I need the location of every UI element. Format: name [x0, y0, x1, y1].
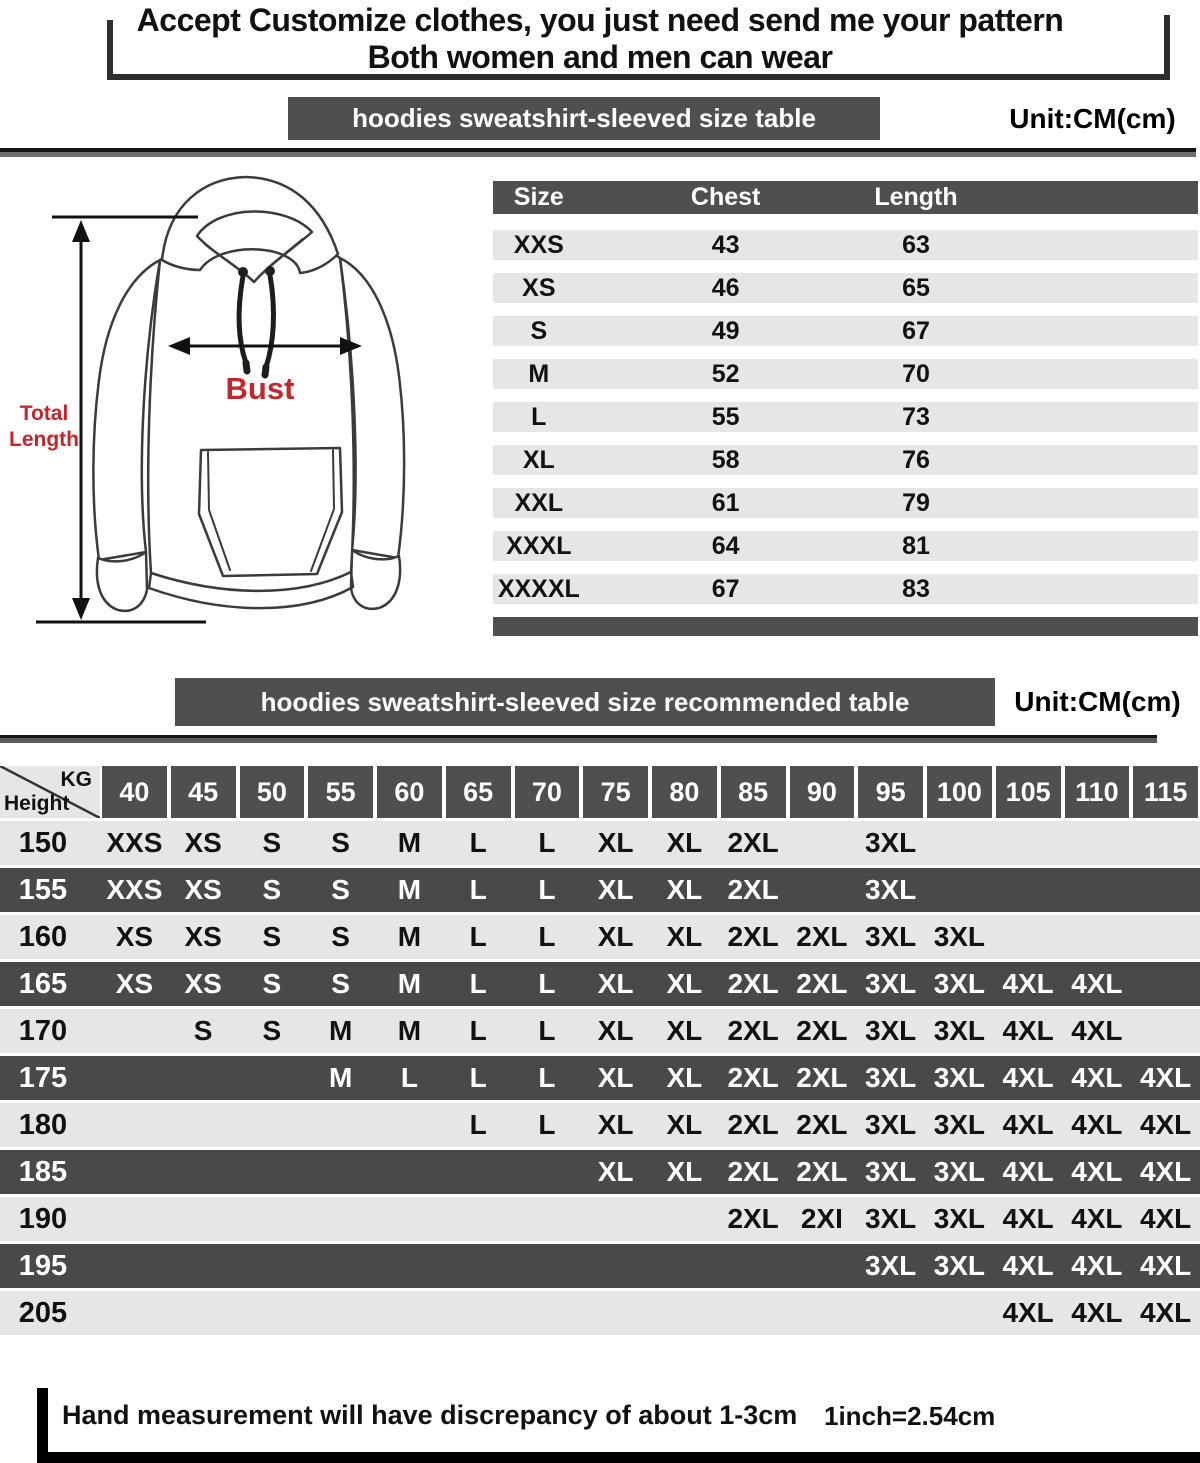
size-cell: 79 — [902, 488, 930, 517]
reco-size-cell: 4XL — [1071, 1109, 1123, 1140]
reco-size-cell — [719, 1244, 788, 1288]
size-cell: 65 — [902, 273, 930, 302]
reco-size-cell: XL — [666, 1156, 703, 1187]
weight-header-cell: 100 — [925, 766, 994, 818]
reco-header-row — [0, 766, 1200, 818]
reco-size-cell — [788, 1291, 857, 1335]
reco-size-cell: XL — [597, 827, 634, 858]
reco-size-cell — [444, 1150, 513, 1194]
reco-size-cell: M — [328, 1062, 353, 1093]
reco-size-cell — [100, 1244, 169, 1288]
size-cell: 63 — [902, 230, 930, 259]
reco-size-cell: L — [469, 1015, 487, 1046]
reco-size-cell: 4XL — [1071, 1062, 1123, 1093]
reco-size-cell: XXS — [106, 874, 163, 905]
reco-row-190 — [0, 1197, 1200, 1241]
reco-size-cell: S — [262, 827, 282, 858]
height-cell: 175 — [18, 1061, 68, 1094]
reco-size-cell: 4XL — [1071, 1015, 1123, 1046]
reco-size-cell — [1063, 868, 1132, 912]
reco-size-cell — [444, 1291, 513, 1335]
reco-size-cell: 4XL — [1071, 1250, 1123, 1281]
reco-size-cell — [169, 1291, 238, 1335]
reco-size-cell — [994, 915, 1063, 959]
reco-size-cell: XL — [597, 1015, 634, 1046]
reco-size-cell — [238, 1056, 307, 1100]
reco-size-cell — [925, 1291, 994, 1335]
reco-size-cell — [994, 868, 1063, 912]
reco-table-unit: Unit:CM(cm) — [1014, 686, 1181, 717]
reco-size-cell — [375, 1244, 444, 1288]
reco-size-cell: XL — [666, 874, 703, 905]
size-cell: XL — [522, 445, 555, 474]
hoodie-figure — [0, 160, 490, 665]
size-table-rows — [493, 230, 1198, 604]
reco-size-cell: L — [469, 968, 487, 999]
reco-size-cell — [1131, 962, 1200, 1006]
reco-size-cell: L — [469, 1109, 487, 1140]
size-cell: XS — [522, 273, 556, 302]
reco-size-cell — [100, 1150, 169, 1194]
reco-size-cell: S — [331, 968, 350, 999]
reco-size-cell: L — [538, 968, 556, 999]
reco-size-cell: 3XL — [864, 1015, 917, 1046]
size-cell: XXS — [513, 230, 564, 259]
reco-size-cell — [788, 821, 857, 865]
reco-size-cell — [238, 1197, 307, 1241]
reco-size-cell: XS — [115, 921, 154, 952]
reco-size-cell — [513, 1244, 582, 1288]
height-cell: 170 — [18, 1014, 68, 1047]
reco-size-cell — [169, 1103, 238, 1147]
height-cell: 150 — [18, 826, 68, 859]
reco-size-cell: L — [538, 1109, 556, 1140]
size-table-row — [493, 316, 1198, 346]
reco-size-cell: M — [328, 1015, 353, 1046]
size-table-row — [493, 359, 1198, 389]
size-cell: 67 — [711, 574, 740, 603]
reco-size-cell — [1131, 915, 1200, 959]
reco-size-cell — [375, 1291, 444, 1335]
reco-table — [0, 766, 1200, 1338]
reco-size-cell — [169, 1244, 238, 1288]
reco-size-cell: 3XL — [933, 1203, 986, 1234]
reco-size-cell: 4XL — [1071, 1203, 1123, 1234]
reco-size-cell: 2XL — [796, 1015, 848, 1046]
size-cell: 76 — [902, 445, 930, 474]
reco-size-cell — [788, 1244, 857, 1288]
reco-size-cell: 3XL — [933, 921, 986, 952]
reco-size-cell: XL — [666, 1062, 703, 1093]
reco-size-cell: 4XL — [1002, 1015, 1054, 1046]
reco-size-cell: 3XL — [864, 874, 917, 905]
reco-size-cell: 2XL — [727, 874, 779, 905]
reco-size-cell: 3XL — [864, 1250, 917, 1281]
reco-size-cell: 2XL — [727, 968, 779, 999]
reco-size-cell: L — [538, 921, 556, 952]
weight-header-cell: 115 — [1131, 766, 1200, 818]
height-cell: 195 — [18, 1249, 68, 1282]
reco-size-cell: 4XL — [1139, 1250, 1192, 1281]
size-table — [493, 181, 1198, 636]
reco-size-cell: 4XL — [1139, 1297, 1192, 1328]
reco-size-cell — [856, 1291, 925, 1335]
weight-header-cell: 55 — [306, 766, 375, 818]
bust-label: Bust — [225, 371, 295, 406]
size-table-banner: hoodies sweatshirt-sleeved size table — [288, 97, 880, 140]
reco-size-cell: S — [262, 874, 282, 905]
reco-size-cell: 2XL — [796, 1156, 848, 1187]
reco-size-cell — [925, 868, 994, 912]
reco-size-cell: 4XL — [1002, 1062, 1054, 1093]
reco-size-cell — [100, 1009, 169, 1053]
reco-size-cell: 2XL — [796, 1109, 848, 1140]
reco-size-cell: XL — [597, 1062, 634, 1093]
reco-size-cell: 2XL — [796, 921, 848, 952]
reco-size-cell: 3XL — [864, 827, 917, 858]
reco-size-cell — [100, 1291, 169, 1335]
reco-size-cell — [581, 1244, 650, 1288]
size-table-row — [493, 574, 1198, 604]
reco-size-cell: XS — [184, 874, 222, 905]
size-cell: 73 — [902, 402, 930, 431]
reco-size-cell: L — [538, 827, 556, 858]
weight-header-cell: 50 — [238, 766, 307, 818]
reco-row-180 — [0, 1103, 1200, 1147]
reco-size-cell: S — [331, 874, 350, 905]
reco-size-cell: L — [538, 1015, 556, 1046]
reco-size-cell — [100, 1103, 169, 1147]
reco-size-cell: XL — [666, 827, 703, 858]
height-cell: 155 — [18, 873, 68, 906]
reco-size-cell: S — [193, 1015, 213, 1046]
reco-size-cell: XS — [184, 968, 222, 999]
kg-height-corner — [0, 766, 100, 818]
reco-size-cell: XL — [666, 921, 703, 952]
reco-size-cell: 2XL — [727, 1062, 779, 1093]
reco-size-cell: 2XL — [796, 968, 848, 999]
reco-size-cell — [306, 1103, 375, 1147]
height-cell: 205 — [18, 1296, 68, 1329]
reco-size-cell: 4XL — [1002, 1297, 1054, 1328]
reco-size-cell: 2XI — [800, 1203, 843, 1234]
size-cell: 49 — [711, 316, 740, 345]
reco-size-cell: XL — [666, 1015, 703, 1046]
height-cell: 165 — [18, 967, 68, 1000]
size-cell: M — [528, 359, 550, 388]
size-col-header: Chest — [690, 183, 761, 211]
reco-size-cell — [513, 1291, 582, 1335]
weight-header-cell: 95 — [856, 766, 925, 818]
size-cell: XXXL — [506, 531, 572, 560]
reco-size-cell — [375, 1197, 444, 1241]
header-line-2: Both women and men can wear — [367, 39, 833, 75]
divider-1 — [0, 148, 1196, 157]
size-table-row — [493, 402, 1198, 432]
reco-size-cell — [650, 1197, 719, 1241]
reco-size-cell — [650, 1291, 719, 1335]
size-col-header: Length — [874, 183, 958, 211]
reco-size-cell: XL — [666, 968, 703, 999]
reco-size-cell — [375, 1150, 444, 1194]
reco-size-cell — [238, 1103, 307, 1147]
reco-size-cell: 4XL — [1139, 1109, 1192, 1140]
size-cell: S — [530, 316, 548, 345]
reco-table-banner: hoodies sweatshirt-sleeved size recommended table — [175, 678, 995, 726]
weight-header-cell: 110 — [1063, 766, 1132, 818]
weight-header-cell: 75 — [581, 766, 650, 818]
size-cell: XXXXL — [497, 574, 580, 603]
reco-size-cell: 4XL — [1139, 1156, 1192, 1187]
reco-row-165 — [0, 962, 1200, 1006]
size-cell: L — [531, 402, 547, 431]
reco-size-cell: 2XL — [727, 1015, 779, 1046]
height-cell: 160 — [18, 920, 68, 953]
size-table-row — [493, 273, 1198, 303]
size-cell: 43 — [711, 230, 740, 259]
size-cell: 61 — [711, 488, 740, 517]
total-length-label: Total Length — [9, 402, 79, 452]
size-table-bottom-bar — [493, 617, 1198, 636]
height-label: Height — [4, 792, 70, 815]
reco-size-cell — [306, 1150, 375, 1194]
reco-size-cell: 4XL — [1139, 1203, 1192, 1234]
reco-row-185 — [0, 1150, 1200, 1194]
height-cell: 180 — [18, 1108, 68, 1141]
reco-size-cell: S — [331, 921, 350, 952]
reco-size-cell: S — [331, 827, 350, 858]
height-cell: 190 — [18, 1202, 68, 1235]
reco-size-cell: 4XL — [1139, 1062, 1192, 1093]
reco-size-cell: XL — [597, 874, 634, 905]
reco-size-cell: L — [400, 1062, 418, 1093]
size-table-head — [493, 181, 1198, 214]
size-table-unit: Unit:CM(cm) — [1009, 102, 1176, 134]
weight-header-cell: 65 — [444, 766, 513, 818]
size-cell: XXL — [514, 488, 564, 517]
footer-note: Hand measurement will have discrepancy of about 1-3cm — [62, 1400, 798, 1430]
reco-row-160 — [0, 915, 1200, 959]
reco-size-cell — [238, 1150, 307, 1194]
reco-size-cell: 2XL — [727, 1203, 779, 1234]
reco-size-cell: 3XL — [933, 1062, 986, 1093]
reco-size-cell — [1131, 868, 1200, 912]
size-col-header: Size — [513, 183, 564, 211]
size-table-row — [493, 531, 1198, 561]
size-table-row — [493, 488, 1198, 518]
reco-size-cell — [169, 1197, 238, 1241]
weight-header-cell: 90 — [788, 766, 857, 818]
reco-size-cell — [788, 868, 857, 912]
reco-size-cell — [1063, 915, 1132, 959]
reco-size-cell: S — [262, 1015, 282, 1046]
reco-size-cell: 4XL — [1002, 1109, 1054, 1140]
hoodie-right-cuff — [351, 550, 400, 609]
reco-size-cell — [444, 1244, 513, 1288]
hoodie-left-cuff — [97, 552, 147, 611]
reco-size-cell: 3XL — [864, 1062, 917, 1093]
reco-size-cell — [650, 1244, 719, 1288]
reco-size-cell: S — [262, 968, 282, 999]
height-cell: 185 — [18, 1155, 68, 1188]
reco-size-cell: 3XL — [864, 921, 917, 952]
reco-size-cell: M — [397, 968, 422, 999]
reco-size-cell — [306, 1197, 375, 1241]
reco-size-cell: M — [397, 1015, 422, 1046]
reco-size-cell — [169, 1056, 238, 1100]
reco-size-cell: L — [538, 874, 556, 905]
weight-header-cell: 60 — [375, 766, 444, 818]
reco-size-cell — [513, 1150, 582, 1194]
size-cell: 70 — [902, 359, 930, 388]
size-cell: 67 — [902, 316, 930, 345]
weight-header-cell: 70 — [513, 766, 582, 818]
weight-header-cell: 80 — [650, 766, 719, 818]
reco-size-cell — [1063, 821, 1132, 865]
reco-size-cell: L — [469, 921, 487, 952]
reco-size-cell — [238, 1291, 307, 1335]
reco-size-cell: XL — [597, 968, 634, 999]
reco-size-cell — [306, 1244, 375, 1288]
reco-size-cell: L — [469, 874, 487, 905]
reco-size-cell: 3XL — [933, 1109, 986, 1140]
reco-size-cell: 4XL — [1071, 1156, 1123, 1187]
reco-size-cell — [100, 1056, 169, 1100]
reco-size-cell: XL — [666, 1109, 703, 1140]
reco-size-cell: M — [397, 874, 422, 905]
reco-size-cell: 3XL — [864, 1203, 917, 1234]
size-cell: 55 — [711, 402, 740, 431]
reco-size-cell: 2XL — [727, 827, 779, 858]
reco-size-cell — [581, 1291, 650, 1335]
reco-size-cell: 2XL — [727, 1156, 779, 1187]
footer-bracket-bottom — [37, 1452, 1200, 1463]
divider-2 — [0, 735, 1157, 743]
reco-size-cell: 3XL — [933, 968, 986, 999]
reco-size-cell: XXS — [106, 827, 163, 858]
reco-size-cell — [444, 1197, 513, 1241]
reco-row-195 — [0, 1244, 1200, 1288]
reco-size-cell: 4XL — [1071, 1297, 1123, 1328]
reco-size-cell: XS — [115, 968, 154, 999]
reco-row-175 — [0, 1056, 1200, 1100]
reco-rows — [0, 821, 1200, 1335]
reco-size-cell: M — [397, 827, 422, 858]
reco-size-cell — [306, 1291, 375, 1335]
reco-size-cell: 2XL — [727, 921, 779, 952]
reco-size-cell: 3XL — [933, 1156, 986, 1187]
reco-size-cell — [513, 1197, 582, 1241]
reco-size-cell: S — [262, 921, 282, 952]
reco-size-cell — [375, 1103, 444, 1147]
reco-size-cell: 4XL — [1002, 968, 1054, 999]
header-line-1: Accept Customize clothes, you just need send me your pattern — [136, 2, 1064, 38]
size-cell: 83 — [902, 574, 930, 603]
size-table-row — [493, 230, 1198, 260]
hoodie-pocket — [199, 448, 342, 576]
size-cell: 58 — [711, 445, 740, 474]
weight-header-cell: 85 — [719, 766, 788, 818]
reco-size-cell — [581, 1197, 650, 1241]
reco-size-cell — [925, 821, 994, 865]
reco-size-cell: 4XL — [1002, 1203, 1054, 1234]
reco-row-155 — [0, 868, 1200, 912]
reco-size-cell: XL — [597, 921, 634, 952]
reco-size-cell — [238, 1244, 307, 1288]
reco-row-170 — [0, 1009, 1200, 1053]
reco-size-cell: 2XL — [727, 1109, 779, 1140]
reco-size-cell: L — [469, 1062, 487, 1093]
reco-size-cell: 4XL — [1002, 1250, 1054, 1281]
size-cell: 81 — [902, 531, 930, 560]
footer-conversion: 1inch=2.54cm — [824, 1401, 996, 1431]
reco-size-cell: 3XL — [864, 1156, 917, 1187]
reco-size-cell: L — [469, 827, 487, 858]
reco-size-cell: 3XL — [864, 1109, 917, 1140]
reco-size-cell: 3XL — [933, 1250, 986, 1281]
reco-size-cell: 3XL — [864, 968, 917, 999]
reco-row-150 — [0, 821, 1200, 865]
reco-size-cell — [1131, 1009, 1200, 1053]
reco-size-cell: L — [538, 1062, 556, 1093]
reco-size-cell: 4XL — [1071, 968, 1123, 999]
size-cell: 46 — [711, 273, 740, 302]
kg-label: KG — [60, 768, 92, 791]
size-cell: 52 — [711, 359, 740, 388]
size-table-row — [493, 445, 1198, 475]
weight-header-cell: 45 — [169, 766, 238, 818]
reco-size-cell: 2XL — [796, 1062, 848, 1093]
reco-size-cell: XS — [184, 827, 222, 858]
reco-size-cell — [1131, 821, 1200, 865]
reco-size-cell: M — [397, 921, 422, 952]
reco-size-cell: 3XL — [933, 1015, 986, 1046]
reco-size-cell: 4XL — [1002, 1156, 1054, 1187]
weight-header-cell: 105 — [994, 766, 1063, 818]
reco-size-cell — [994, 821, 1063, 865]
reco-row-205 — [0, 1291, 1200, 1335]
reco-size-cell: XL — [597, 1156, 634, 1187]
reco-size-cell: XS — [184, 921, 222, 952]
reco-size-cell: XL — [597, 1109, 634, 1140]
weight-header-cell: 40 — [100, 766, 169, 818]
reco-size-cell — [719, 1291, 788, 1335]
reco-size-cell — [100, 1197, 169, 1241]
size-cell: 64 — [711, 531, 740, 560]
reco-size-cell — [169, 1150, 238, 1194]
